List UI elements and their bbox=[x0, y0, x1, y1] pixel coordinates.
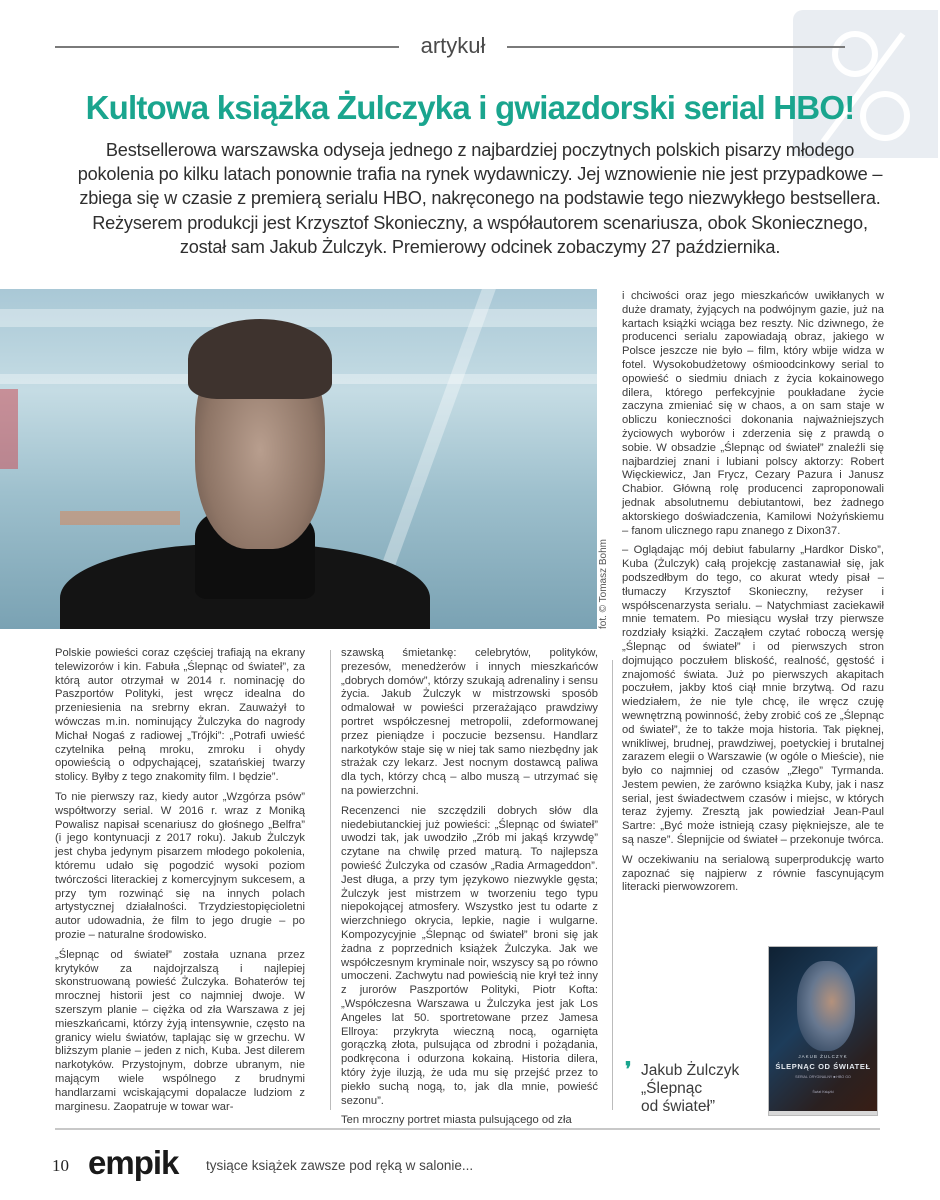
article-column-1 bbox=[55, 647, 305, 1120]
caption-title-line-2: od świateł” bbox=[641, 1098, 716, 1115]
article-lead: Bestsellerowa warszawska odyseja jednego z najbardziej poczytnych polskich pisarzy młodego pokolenia po kilku latach ponownie trafia na rynek wydawniczy. Jej wznowienie nie jest przypadkowe – zbiega się w czasie z premierą serialu HBO, nakręconego na podstawie tego niezwykłego bestsellera. Reżyserem produkcji jest Krzysztof Skonieczny, a współautorem scenariusza, obok Skoniecznego, został sam Jakub Żulczyk. Premierowy odcinek zobaczymy 27 października. bbox=[77, 140, 883, 257]
author-photo bbox=[0, 289, 597, 629]
paragraph: W oczekiwaniu na serialową superprodukcję warto zapoznać się najpierw z równie fascynującym literacki pierwowzorem. bbox=[622, 853, 884, 894]
paragraph: Recenzenci nie szczędzili dobrych słów dla niedebiutanckiej już powieści: „Ślepnąc od świateł” uwodzi tak, jak uwodziło „Zrób mi jakąś krzywdę” czytane na chwilę przed maturą. To najlepsza powieść Żulczyka od czasów „Radia Armageddon”. Jest długa, a przy tym językowo niezwykle gęsta; Żulczyk jest mistrzem w tworzeniu tego typu niepokojącej atmosfery. Wszystko jest tu odarte z wierzchniego okrycia, lepkie, nagie i wulgarne. Kompozycyjnie „Ślepnąc od świateł” broni się jak żadna z poprzednich książek Żulczyka. Jak we współczesnym kryminale noir, wszyscy są po równo umoczeni. Zachwytu nad powieścią nie krył też inny z jurorów Paszportów Polityki, Piotr Kofta: „Współczesna Warszawa u Żulczyka jest jak Los Angeles lat 50. sportretowane przez Jamesa Ellroya: przykryta wieczną nocą, ogarnięta gorączką złota, pulsująca od zbrodni i pożądania, podkręcona i odurzona kokainą. Historia dilera, który żyje iluzją, że uda mu się przejść przez to piekło suchą nogą, to, jak dla mnie, powieść sezonu”. bbox=[341, 804, 598, 1107]
cover-author: JAKUB ŻULCZYK bbox=[798, 1054, 848, 1059]
footer-rule bbox=[55, 1128, 880, 1130]
paragraph: Ten mroczny portret miasta pulsującego od zła bbox=[341, 1114, 572, 1127]
quote-mark-icon: ❜ bbox=[625, 1059, 632, 1081]
cover-title: ŚLEPNĄC OD ŚWIATEŁ bbox=[775, 1062, 871, 1071]
header-rule-right bbox=[507, 46, 845, 48]
cover-publisher: Świat Książki bbox=[812, 1090, 834, 1094]
column-divider bbox=[330, 650, 331, 1110]
paragraph: – Oglądając mój debiut fabularny „Hardkor Disko”, Kuba (Żulczyk) całą projekcję zastanawiał się, jak podszedłbym do tego, co akurat wtedy pisał – tłumaczy Krzysztof Skonieczny, reżyser i współscenarzysta serialu. – Natychmiast zaciekawił mnie tematem. Po miesiącu wysłał trzy pierwsze rozdziały książki. Zacząłem czytać roboczą wersję „Ślepnąc od świateł” i od pierwszych stron dojmująco poczułem bliskość, realność, gęstość i znajomość świata. Już po pierwszych akapitach poczułem, jakby ktoś ciął mnie brzytwą. Od razu wiedziałem, że nie tyle chcę, ile wręcz czuję wewnętrzną powinność, żeby zrobić coś ze „Ślepnąc od świateł”, że to także moja historia. Tak pięknej, wnikliwej, brudnej, prawdziwej, poetyckiej i brutalnej zarazem elegii o Warszawie (w ogóle o Mieście), nie było co najmniej od czasów „Złego” Tyrmanda. Jestem pewien, że zarówno książka Kuby, jak i nasz serial, jest świadectwem czasów i miejsc, w których teraz żyjemy. Zresztą jak powiedział Jean-Paul Sartre: „Być może istnieją czasy piękniejsze, ale te są nasze”. Ślepnijcie od świateł – przekonuje twórca. bbox=[622, 544, 884, 847]
page-number: 10 bbox=[52, 1156, 69, 1175]
article-headline: Kultowa książka Żulczyka i gwiazdorski serial HBO! bbox=[85, 89, 855, 126]
paragraph: szawską śmietankę: celebrytów, polityków, prezesów, menedżerów i innych mieszkańców „dobrych domów”, którzy szukają adrenaliny i sensu życia. Jakub Żulczyk w mistrzowski sposób odmalował w powieści przerażająco prawdziwy portret współczesnej metropolii, zdeformowanej przez pieniądze i poczucie bezsensu. Handlarz narkotyków staje się w niej tak samo niezbędny jak strażak czy lekarz. Jest nocnym dostawcą paliwa dla tych, którzy chcą – albo muszą – utrzymać się na powierzchni. bbox=[341, 647, 598, 797]
column-divider bbox=[612, 660, 613, 1110]
section-label: artykuł bbox=[420, 33, 486, 58]
book-caption bbox=[625, 1059, 765, 1116]
photo-bg-red bbox=[0, 389, 18, 469]
caption-author: Jakub Żulczyk bbox=[641, 1062, 740, 1079]
header-rule-left bbox=[55, 46, 399, 48]
cover-base bbox=[769, 1111, 877, 1115]
cover-subtitle: SERIAL ORYGINALNY ■ HBO GO bbox=[795, 1075, 851, 1079]
book-cover bbox=[768, 946, 878, 1116]
footer-tagline: tysiące książek zawsze pod ręką w salonie... bbox=[206, 1158, 474, 1173]
paragraph: Polskie powieści coraz częściej trafiają na ekrany telewizorów i kin. Fabuła „Ślepnąc od świateł”, za którą autor otrzymał w 2014 r. nominację do Paszportów Polityki, jest wręcz idealna do przeniesienia na srebrny ekran. Zauważył to wówczas m.in. nominujący Żulczyka do nagrody Michał Nogaś z radiowej „Trójki”: „Potrafi uwieść czytelnika pełną mroku, zmroku i ohydy opowieścią o odpychającej, szatańskiej twarzy stolicy. Byłby z tego znakomity film. I będzie”. bbox=[55, 647, 305, 784]
empik-logo: empik bbox=[88, 1144, 179, 1181]
paragraph: „Ślepnąc od świateł” została uznana przez krytyków za najdojrzalszą i najlepiej skonstruowaną powieść Żulczyka. Bohaterów tej mrocznej historii jest co najmniej dwoje. W szerszym planie – ciężka od zła Warszawa z jej mieszkańcami, którzy żyją intensywnie, często na granicy wielu światów, taplając się w grzechu. W bliższym planie – jeden z nich, Kuba. Jest dilerem narkotyków. Przystojnym, dobrze ubranym, nie mającym wiele wspólnego z brudnymi handlarzami wciskającymi dopalacze ludziom z marginesu. Zaopatruje w towar war- bbox=[55, 948, 305, 1113]
article-column-3 bbox=[622, 290, 884, 901]
photo-hair bbox=[188, 319, 332, 399]
cover-face-image bbox=[797, 961, 855, 1051]
photo-credit: fot. © Tomasz Bohm bbox=[598, 539, 609, 629]
section-header bbox=[55, 32, 845, 62]
photo-bg-orange bbox=[60, 511, 180, 525]
article-column-2 bbox=[341, 647, 598, 1134]
paragraph: i chciwości oraz jego mieszkańców uwikłanych w duże dramaty, żyjących na podwójnym gazie, już na kartach książki wciąga bez reszty. Nic dziwnego, że producenci serialu zapowiadają obraz, jakiego w Polsce jeszcze nie było – film, który wbije widza w fotel. Wysokobudżetowy ośmioodcinkowy serial to opowieść o siedmiu dniach z życia kokainowego dilera, którego perfekcyjnie poukładane życie zaczyna zmieniać się w chaos, a on sam staje w obliczu konieczności dokonania najważniejszych życiowych wyborów i zderzenia się z prawdą o sobie. W obsadzie „Ślepnąc od świateł” znaleźli się najbardziej znani i lubiani polscy aktorzy: Robert Więckiewicz, Jan Frycz, Cezary Pazura i Janusz Chabior. Główną rolę producenci zaproponowali jednak absolutnemu debiutantowi, bez żadnego aktorskiego doświadczenia, Kamilowi Nożyńskiemu – fanom ulicznego rapu znanego z Dixon37. bbox=[622, 290, 884, 537]
caption-title-line-1: „Ślepnąc bbox=[641, 1080, 703, 1097]
paragraph: To nie pierwszy raz, kiedy autor „Wzgórza psów” współtworzy serial. W 2016 r. wraz z Moniką Powalisz napisał scenariusz do głośnego „Belfra” (i jego kontynuacji z 2017 roku). Jakub Żulczyk jest chyba jedynym pisarzem młodego pokolenia, któremu udało się pogodzić wysoki poziom twórczości literackiej z komercyjnym sukcesem, a przy tym rozwinąć się na innych polach artystycznej działalności. Trzydziestopięcioletni autor udowadnia, że film to jego drugie – po prozie – naturalne środowisko. bbox=[55, 790, 305, 941]
